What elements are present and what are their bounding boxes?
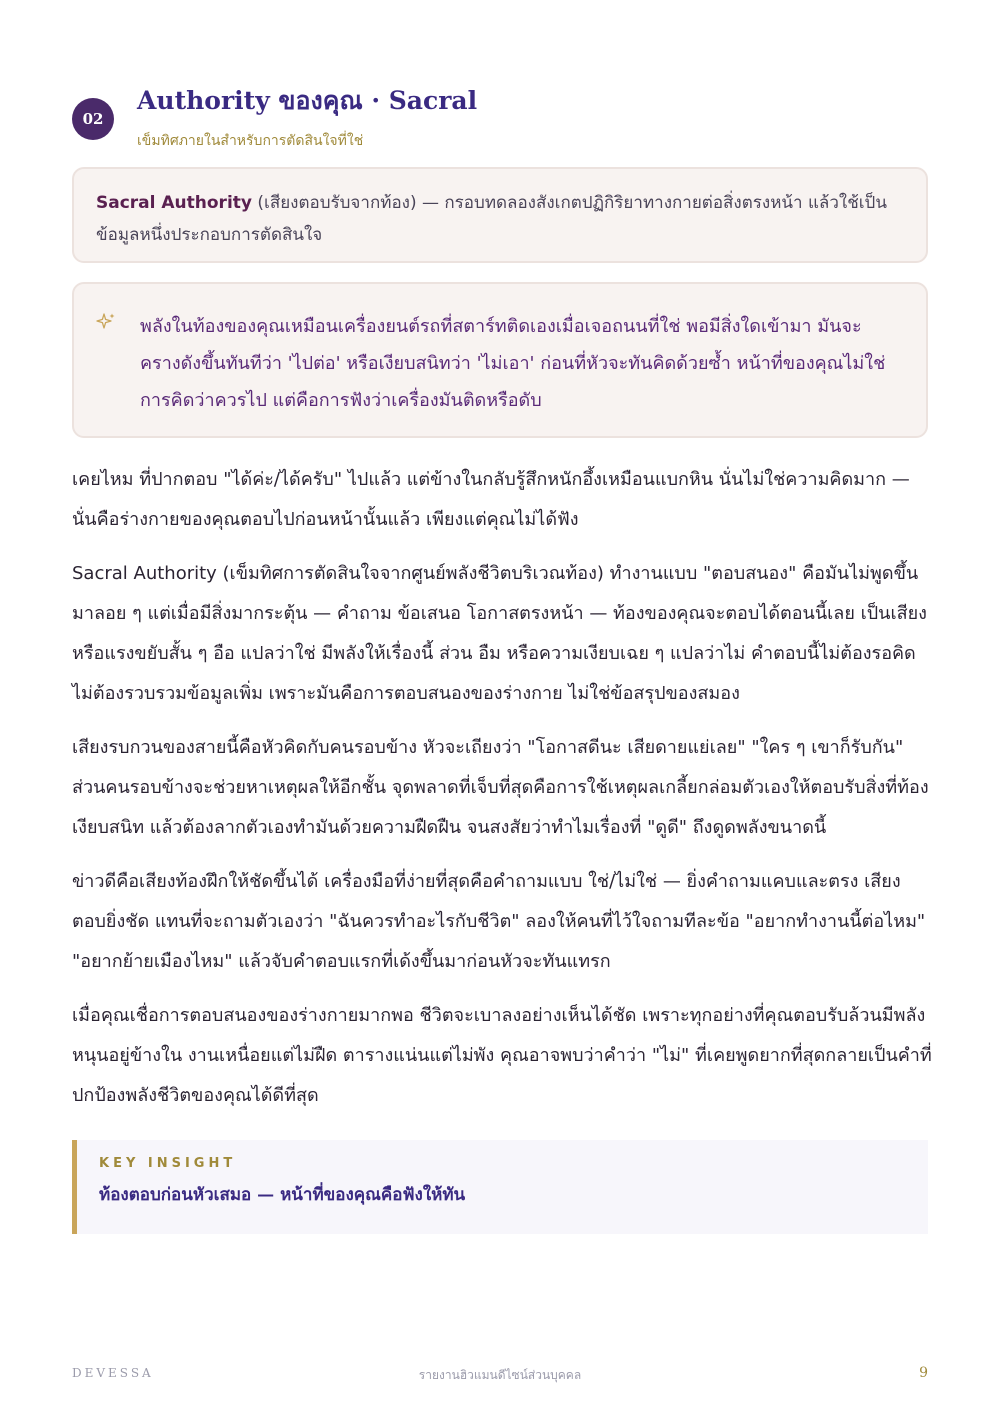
section-title: Authority ของคุณ · Sacral [137, 86, 478, 115]
definition-description: (เสียงตอบรับจากท้อง) — กรอบทดลองสังเกตปฏิกิริยาทางกายต่อสิ่งตรงหน้า แล้วใช้เป็นข้อมูลหนึ่งประกอบการตัดสินใจ [96, 193, 887, 245]
sparkle-icon [96, 312, 116, 332]
section-number-badge: 02 [72, 98, 114, 140]
page-number: 9 [919, 1365, 928, 1381]
body-text [72, 460, 932, 1130]
quote-box [72, 282, 928, 438]
key-insight-box [72, 1140, 928, 1234]
footer-brand: DEVESSA [72, 1366, 154, 1380]
paragraph: เสียงรบกวนของสายนี้คือหัวคิดกับคนรอบข้าง หัวจะเถียงว่า "โอกาสดีนะ เสียดายแย่เลย" "ใคร ๆ เขาก็รับกัน" ส่วนคนรอบข้างจะช่วยหาเหตุผลให้อีกชั้น จุดพลาดที่เจ็บที่สุดคือการใช้เหตุผลเกลี้ยกล่อมตัวเองให้ตอบรับสิ่งที่ท้องเงียบสนิท แล้วต้องลากตัวเองทำมันด้วยความฝืดฝืน จนสงสัยว่าทำไมเรื่องที่ "ดูดี" ถึงดูดพลังขนาดนี้ [72, 737, 929, 838]
footer-title: รายงานฮิวแมนดีไซน์ส่วนบุคคล [418, 1368, 582, 1382]
paragraph: Sacral Authority (เข็มทิศการตัดสินใจจากศูนย์พลังชีวิตบริเวณท้อง) ทำงานแบบ "ตอบสนอง" คือมันไม่พูดขึ้นมาลอย ๆ แต่เมื่อมีสิ่งมากระตุ้น — คำถาม ข้อเสนอ โอกาสตรงหน้า — ท้องของคุณจะตอบได้ตอนนี้เลย เป็นเสียงหรือแรงขยับสั้น ๆ อือ แปลว่าใช่ มีพลังให้เรื่องนี้ ส่วน อืม หรือความเงียบเฉย ๆ แปลว่าไม่ คำตอบนี้ไม่ต้องรอคิด ไม่ต้องรวบรวมข้อมูลเพิ่ม เพราะมันคือการตอบสนองของร่างกาย ไม่ใช่ข้อสรุปของสมอง [72, 563, 927, 704]
paragraph: เคยไหม ที่ปากตอบ "ได้ค่ะ/ได้ครับ" ไปแล้ว แต่ข้างในกลับรู้สึกหนักอึ้งเหมือนแบกหิน นั่นไม่ใช่ความคิดมาก — นั่นคือร่างกายของคุณตอบไปก่อนหน้านั้นแล้ว เพียงแต่คุณไม่ได้ฟัง [72, 469, 910, 530]
quote-text: พลังในท้องของคุณเหมือนเครื่องยนต์รถที่สตาร์ทติดเองเมื่อเจอถนนที่ใช่ พอมีสิ่งใดเข้ามา มันจะครางดังขึ้นทันทีว่า 'ไปต่อ' หรือเงียบสนิทว่า 'ไม่เอา' ก่อนที่หัวจะทันคิดด้วยซ้ำ หน้าที่ของคุณไม่ใช่การคิดว่าควรไป แต่คือการฟังว่าเครื่องมันติดหรือดับ [140, 316, 886, 411]
definition-box [72, 167, 928, 263]
definition-term: Sacral Authority [96, 193, 252, 213]
key-insight-label: KEY INSIGHT [99, 1156, 237, 1171]
key-insight-text: ท้องตอบก่อนหัวเสมอ — หน้าที่ของคุณคือฟังให้ทัน [99, 1185, 466, 1205]
paragraph: ข่าวดีคือเสียงท้องฝึกให้ชัดขึ้นได้ เครื่องมือที่ง่ายที่สุดคือคำถามแบบ ใช่/ไม่ใช่ — ยิ่งคำถามแคบและตรง เสียงตอบยิ่งชัด แทนที่จะถามตัวเองว่า "ฉันควรทำอะไรกับชีวิต" ลองให้คนที่ไว้ใจถามทีละข้อ "อยากทำงานนี้ต่อไหม" "อยากย้ายเมืองไหม" แล้วจับคำตอบแรกที่เด้งขึ้นมาก่อนหัวจะทันแทรก [72, 871, 926, 972]
section-subtitle: เข็มทิศภายในสำหรับการตัดสินใจที่ใช่ [137, 133, 364, 149]
paragraph: เมื่อคุณเชื่อการตอบสนองของร่างกายมากพอ ชีวิตจะเบาลงอย่างเห็นได้ชัด เพราะทุกอย่างที่คุณตอบรับล้วนมีพลังหนุนอยู่ข้างใน งานเหนื่อยแต่ไม่ฝืด ตารางแน่นแต่ไม่พัง คุณอาจพบว่าคำว่า "ไม่" ที่เคยพูดยากที่สุดกลายเป็นคำที่ปกป้องพลังชีวิตของคุณได้ดีที่สุด [72, 1005, 932, 1106]
section-header [72, 86, 932, 152]
definition-text [96, 187, 904, 251]
